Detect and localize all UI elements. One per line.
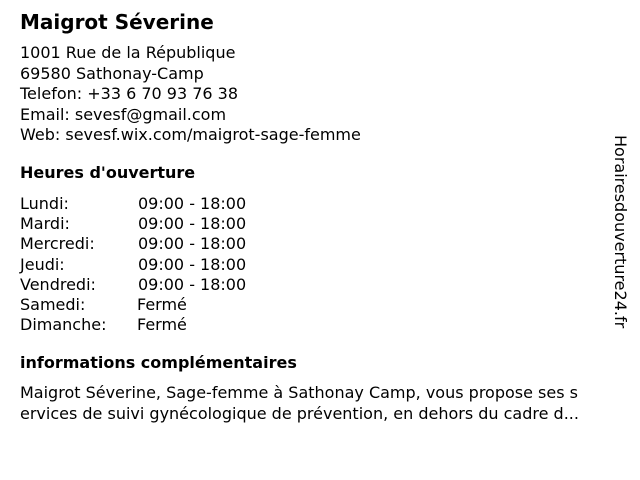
hours-time: 09:00 - 18:00 — [138, 234, 247, 254]
hours-time: 09:00 - 18:00 — [138, 214, 247, 234]
hours-day: Vendredi: — [20, 274, 96, 294]
hours-time: Fermé — [137, 315, 187, 335]
hours-time: Fermé — [137, 294, 187, 314]
site-watermark — [610, 135, 632, 375]
hours-heading: Heures d'ouverture — [20, 163, 196, 182]
hours-day: Samedi: — [20, 294, 86, 314]
hours-time: 09:00 - 18:00 — [138, 254, 247, 274]
hours-day: Mercredi: — [20, 234, 95, 254]
hours-row-wednesday — [20, 234, 320, 254]
hours-row-thursday — [20, 255, 320, 275]
hours-row-sunday — [20, 315, 320, 335]
hours-time: 09:00 - 18:00 — [138, 194, 247, 213]
hours-row-tuesday — [20, 214, 320, 234]
hours-day: Lundi: — [20, 194, 69, 213]
info-heading: informations complémentaires — [20, 353, 297, 372]
hours-time: 09:00 - 18:00 — [138, 274, 247, 294]
hours-row-saturday — [20, 295, 320, 315]
opening-hours — [20, 194, 320, 335]
contact-block — [20, 43, 361, 146]
hours-day: Mardi: — [20, 214, 70, 234]
business-name: Maigrot Séverine — [20, 10, 214, 34]
hours-row-monday — [20, 194, 320, 214]
description-line: Maigrot Séverine, Sage-femme à Sathonay Camp, vous propose ses s — [20, 383, 578, 402]
hours-row-friday — [20, 275, 320, 295]
hours-day: Jeudi: — [20, 254, 65, 274]
street-address: 1001 Rue de la République — [20, 43, 236, 62]
hours-day: Dimanche: — [20, 315, 107, 335]
description-text — [20, 383, 632, 424]
website: Web: sevesf.wix.com/maigrot-sage-femme — [20, 125, 361, 144]
email-address: Email: sevesf@gmail.com — [20, 104, 227, 124]
phone-number: Telefon: +33 6 70 93 76 38 — [20, 84, 239, 103]
city-postal: 69580 Sathonay-Camp — [20, 63, 204, 83]
watermark-text: Horairesdouverture24.fr — [611, 135, 630, 329]
description-line: ervices de suivi gynécologique de prévention, en dehors du cadre d... — [20, 403, 579, 423]
